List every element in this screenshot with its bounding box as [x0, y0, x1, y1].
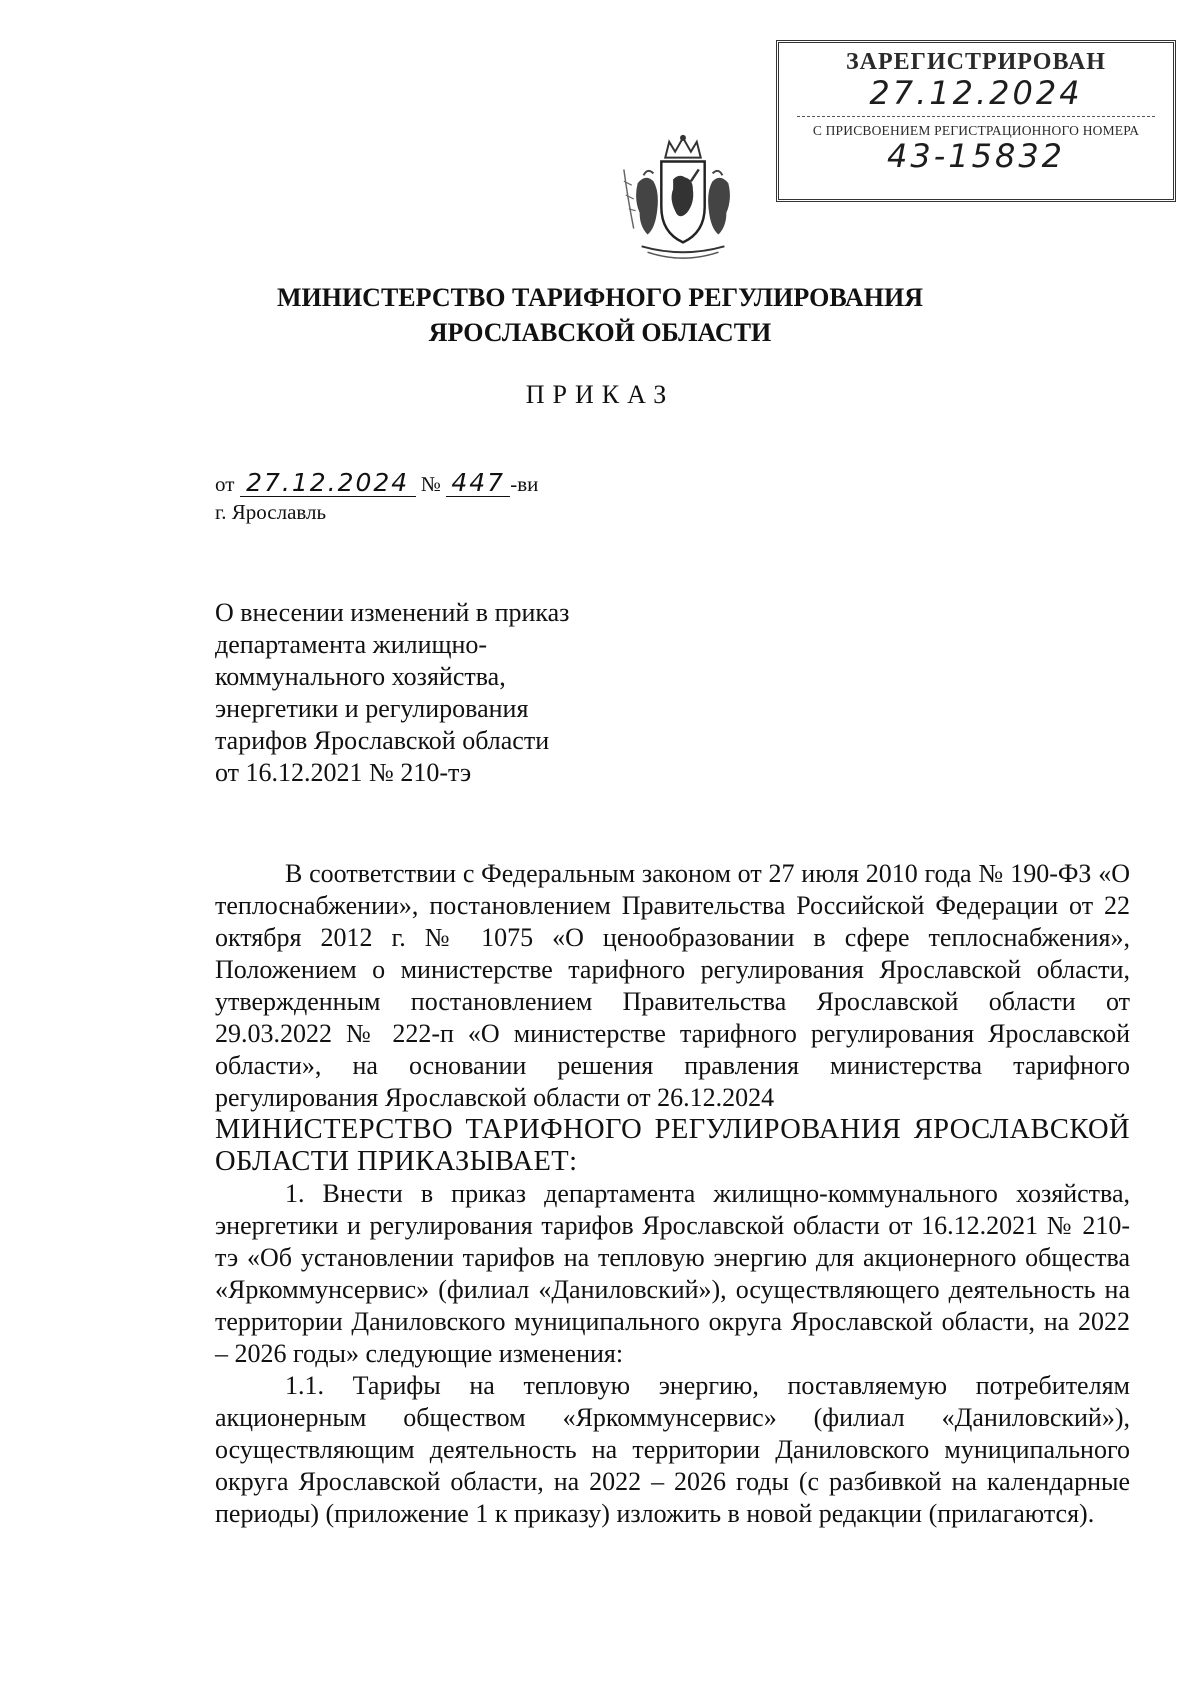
subject-line: от 16.12.2021 № 210-тэ — [215, 758, 472, 787]
registration-stamp — [776, 40, 1176, 202]
decree-paragraph: МИНИСТЕРСТВО ТАРИФНОГО РЕГУЛИРОВАНИЯ ЯРОСЛАВСКОЙ ОБЛАСТИ ПРИКАЗЫВАЕТ: — [215, 1114, 1130, 1177]
ministry-line-2: ЯРОСЛАВСКОЙ ОБЛАСТИ — [428, 318, 772, 347]
order-date-number-line — [215, 470, 538, 497]
stamp-subtitle: С ПРИСВОЕНИЕМ РЕГИСТРАЦИОННОГО НОМЕРА — [812, 123, 1140, 138]
ministry-heading — [200, 280, 1000, 350]
stamp-handwritten-date: 27.12.2024 — [869, 74, 1083, 112]
subject-line: О внесении изменений в приказ — [215, 598, 570, 627]
order-body — [215, 858, 1130, 1530]
order-number-sign: № — [420, 472, 441, 496]
subject-line: департамента жилищно- — [215, 630, 488, 659]
order-handwritten-number: 447 — [446, 470, 510, 497]
subject-line: энергетики и регулирования — [215, 694, 529, 723]
stamp-title: ЗАРЕГИСТРИРОВАН — [846, 49, 1106, 75]
preamble-paragraph: В соответствии с Федеральным законом от 27 июля 2010 года № 190-ФЗ «О теплоснабжении», постановлением Правительства Российской Федерации от 22 октября 2012 г. № 1075 «О ценообразовании в сфере теплоснабжения», Положением о министерстве тарифного регулирования Ярославской области, утвержденным постановлением Правительства Ярославской области от 29.03.2022 № 222-п «О министерстве тарифного регулирования Ярославской области», на основании решения правления министерства тарифного регулирования Ярославской области от 26.12.2024 — [215, 859, 1130, 1112]
document-type-heading: ПРИКАЗ — [525, 380, 675, 409]
order-subject — [215, 597, 685, 789]
item-1-1-paragraph: 1.1. Тарифы на тепловую энергию, поставляемую потребителям акционерным обществом «Яркоммунсервис» (филиал «Даниловский»), осуществляющим деятельность на территории Даниловского муниципального округа Ярославской области, на 2022 – 2026 годы (с разбивкой на календарные периоды) (приложение 1 к приказу) изложить в новой редакции (прилагаются). — [215, 1371, 1130, 1528]
coat-of-arms-icon — [614, 130, 752, 268]
ministry-line-1: МИНИСТЕРСТВО ТАРИФНОГО РЕГУЛИРОВАНИЯ — [276, 283, 924, 312]
order-handwritten-date: 27.12.2024 — [240, 470, 416, 497]
subject-line: коммунального хозяйства, — [215, 662, 506, 691]
order-number-suffix: -ви — [510, 472, 539, 496]
item-1-paragraph: 1. Внести в приказ департамента жилищно-коммунального хозяйства, энергетики и регулирования тарифов Ярославской области от 16.12.2021 № 210-тэ «Об установлении тарифов на тепловую энергию для акционерного общества «Яркоммунсервис» (филиал «Даниловский»), осуществляющего деятельность на территории Даниловского муниципального округа Ярославской области, на 2022 – 2026 годы» следующие изменения: — [215, 1179, 1130, 1368]
order-date-prefix: от — [215, 472, 235, 496]
stamp-divider — [797, 116, 1155, 117]
stamp-handwritten-number: 43-15832 — [886, 137, 1066, 175]
order-city: г. Ярославль — [215, 500, 327, 524]
subject-line: тарифов Ярославской области — [215, 726, 550, 755]
